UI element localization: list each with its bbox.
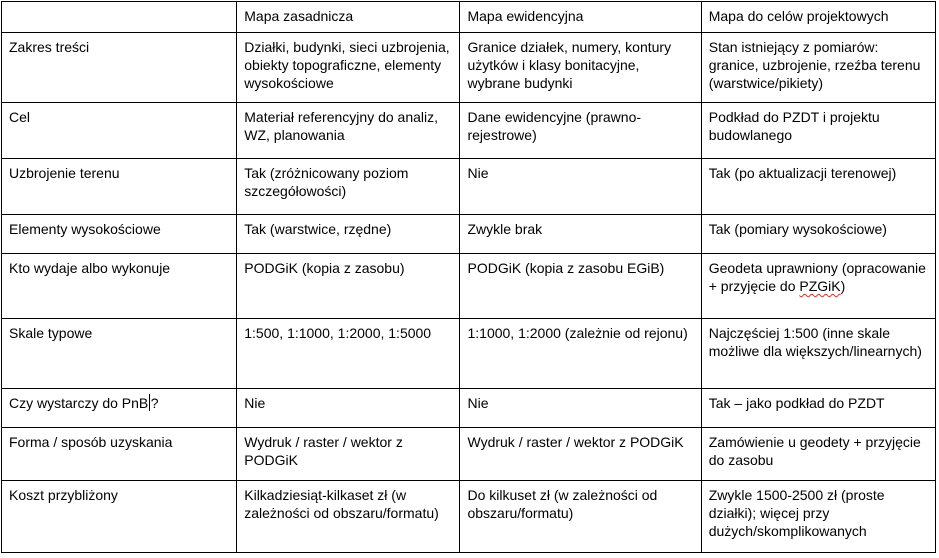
cell-text: ) <box>840 278 846 294</box>
table-cell[interactable]: Zamówienie u geodety + przyjęcie do zasobu <box>701 428 935 481</box>
table-cell[interactable]: Dane ewidencyjne (prawno-rejestrowe) <box>460 103 701 159</box>
table-cell[interactable]: Wydruk / raster / wektor z PODGiK <box>237 428 460 481</box>
row-label-cell[interactable]: Skale typowe <box>2 319 237 389</box>
table-cell[interactable]: Wydruk / raster / wektor z PODGiK <box>460 428 701 481</box>
row-label-cell[interactable]: Elementy wysokościowe <box>2 215 237 254</box>
table-row-uzbrojenie-terenu <box>2 159 936 215</box>
table-cell[interactable]: Stan istniejący z pomiarów: granice, uzbrojenie, rzeźba terenu (warstwice/pikiety) <box>701 33 935 103</box>
table-cell[interactable]: Najczęściej 1:500 (inne skale możliwe dla większych/linearnych) <box>701 319 935 389</box>
header-cell-mapa-projektowa[interactable]: Mapa do celów projektowych <box>701 2 935 33</box>
map-comparison-table <box>1 1 936 553</box>
table-row-skale-typowe <box>2 319 936 389</box>
table-row-elementy-wysokosciowe <box>2 215 936 254</box>
row-label-cell[interactable]: Zakres treści <box>2 33 237 103</box>
table-row-zakres-tresci <box>2 33 936 103</box>
table-row-czy-wystarczy-pnb <box>2 389 936 428</box>
table-cell[interactable]: Nie <box>460 159 701 215</box>
row-label-cell[interactable]: Kto wydaje albo wykonuje <box>2 254 237 319</box>
table-cell[interactable]: Granice działek, numery, kontury użytków i klasy bonitacyjne, wybrane budynki <box>460 33 701 103</box>
table-cell[interactable]: 1:500, 1:1000, 1:2000, 1:5000 <box>237 319 460 389</box>
cell-text: Czy wystarczy do PnB <box>9 395 149 411</box>
table-cell[interactable] <box>701 254 935 319</box>
row-label-cell[interactable] <box>2 389 237 428</box>
row-label-cell[interactable]: Forma / sposób uzyskania <box>2 428 237 481</box>
header-row <box>2 2 936 33</box>
row-label-cell[interactable]: Uzbrojenie terenu <box>2 159 237 215</box>
table-cell[interactable]: Tak – jako podkład do PZDT <box>701 389 935 428</box>
table-row-koszt-przyblizony <box>2 481 936 553</box>
table-cell[interactable]: 1:1000, 1:2000 (zależnie od rejonu) <box>460 319 701 389</box>
table-row-forma-uzyskania <box>2 428 936 481</box>
table-cell[interactable]: Nie <box>237 389 460 428</box>
table-cell[interactable]: Tak (zróżnicowany poziom szczegółowości) <box>237 159 460 215</box>
header-cell-mapa-ewidencyjna[interactable]: Mapa ewidencyjna <box>460 2 701 33</box>
table-cell[interactable]: Tak (po aktualizacji terenowej) <box>701 159 935 215</box>
table-cell[interactable]: Materiał referencyjny do analiz, WZ, planowania <box>237 103 460 159</box>
table-cell[interactable]: Do kilkuset zł (w zależności od obszaru/formatu) <box>460 481 701 553</box>
row-label-cell[interactable]: Koszt przybliżony <box>2 481 237 553</box>
cell-text: Geodeta uprawniony (opracowanie + przyjęcie do <box>708 260 926 294</box>
header-cell-mapa-zasadnicza[interactable]: Mapa zasadnicza <box>237 2 460 33</box>
table-cell[interactable]: Nie <box>460 389 701 428</box>
table-cell[interactable]: Kilkadziesiąt-kilkaset zł (w zależności od obszaru/formatu) <box>237 481 460 553</box>
table-cell[interactable]: Działki, budynki, sieci uzbrojenia, obiekty topograficzne, elementy wysokościowe <box>237 33 460 103</box>
table-cell[interactable]: Tak (pomiary wysokościowe) <box>701 215 935 254</box>
table-cell[interactable]: Podkład do PZDT i projektu budowlanego <box>701 103 935 159</box>
table-cell[interactable]: Tak (warstwice, rzędne) <box>237 215 460 254</box>
table-cell[interactable]: PODGiK (kopia z zasobu) <box>237 254 460 319</box>
table-row-cel <box>2 103 936 159</box>
table-row-kto-wydaje <box>2 254 936 319</box>
table-cell[interactable]: PODGiK (kopia z zasobu EGiB) <box>460 254 701 319</box>
table-cell[interactable]: Zwykle brak <box>460 215 701 254</box>
cell-text: ? <box>150 395 159 411</box>
header-cell-empty[interactable] <box>2 2 237 33</box>
row-label-cell[interactable]: Cel <box>2 103 237 159</box>
misspelled-word: PZGiK <box>799 278 841 294</box>
table-cell[interactable]: Zwykle 1500-2500 zł (proste działki); więcej przy dużych/skomplikowanych <box>701 481 935 553</box>
